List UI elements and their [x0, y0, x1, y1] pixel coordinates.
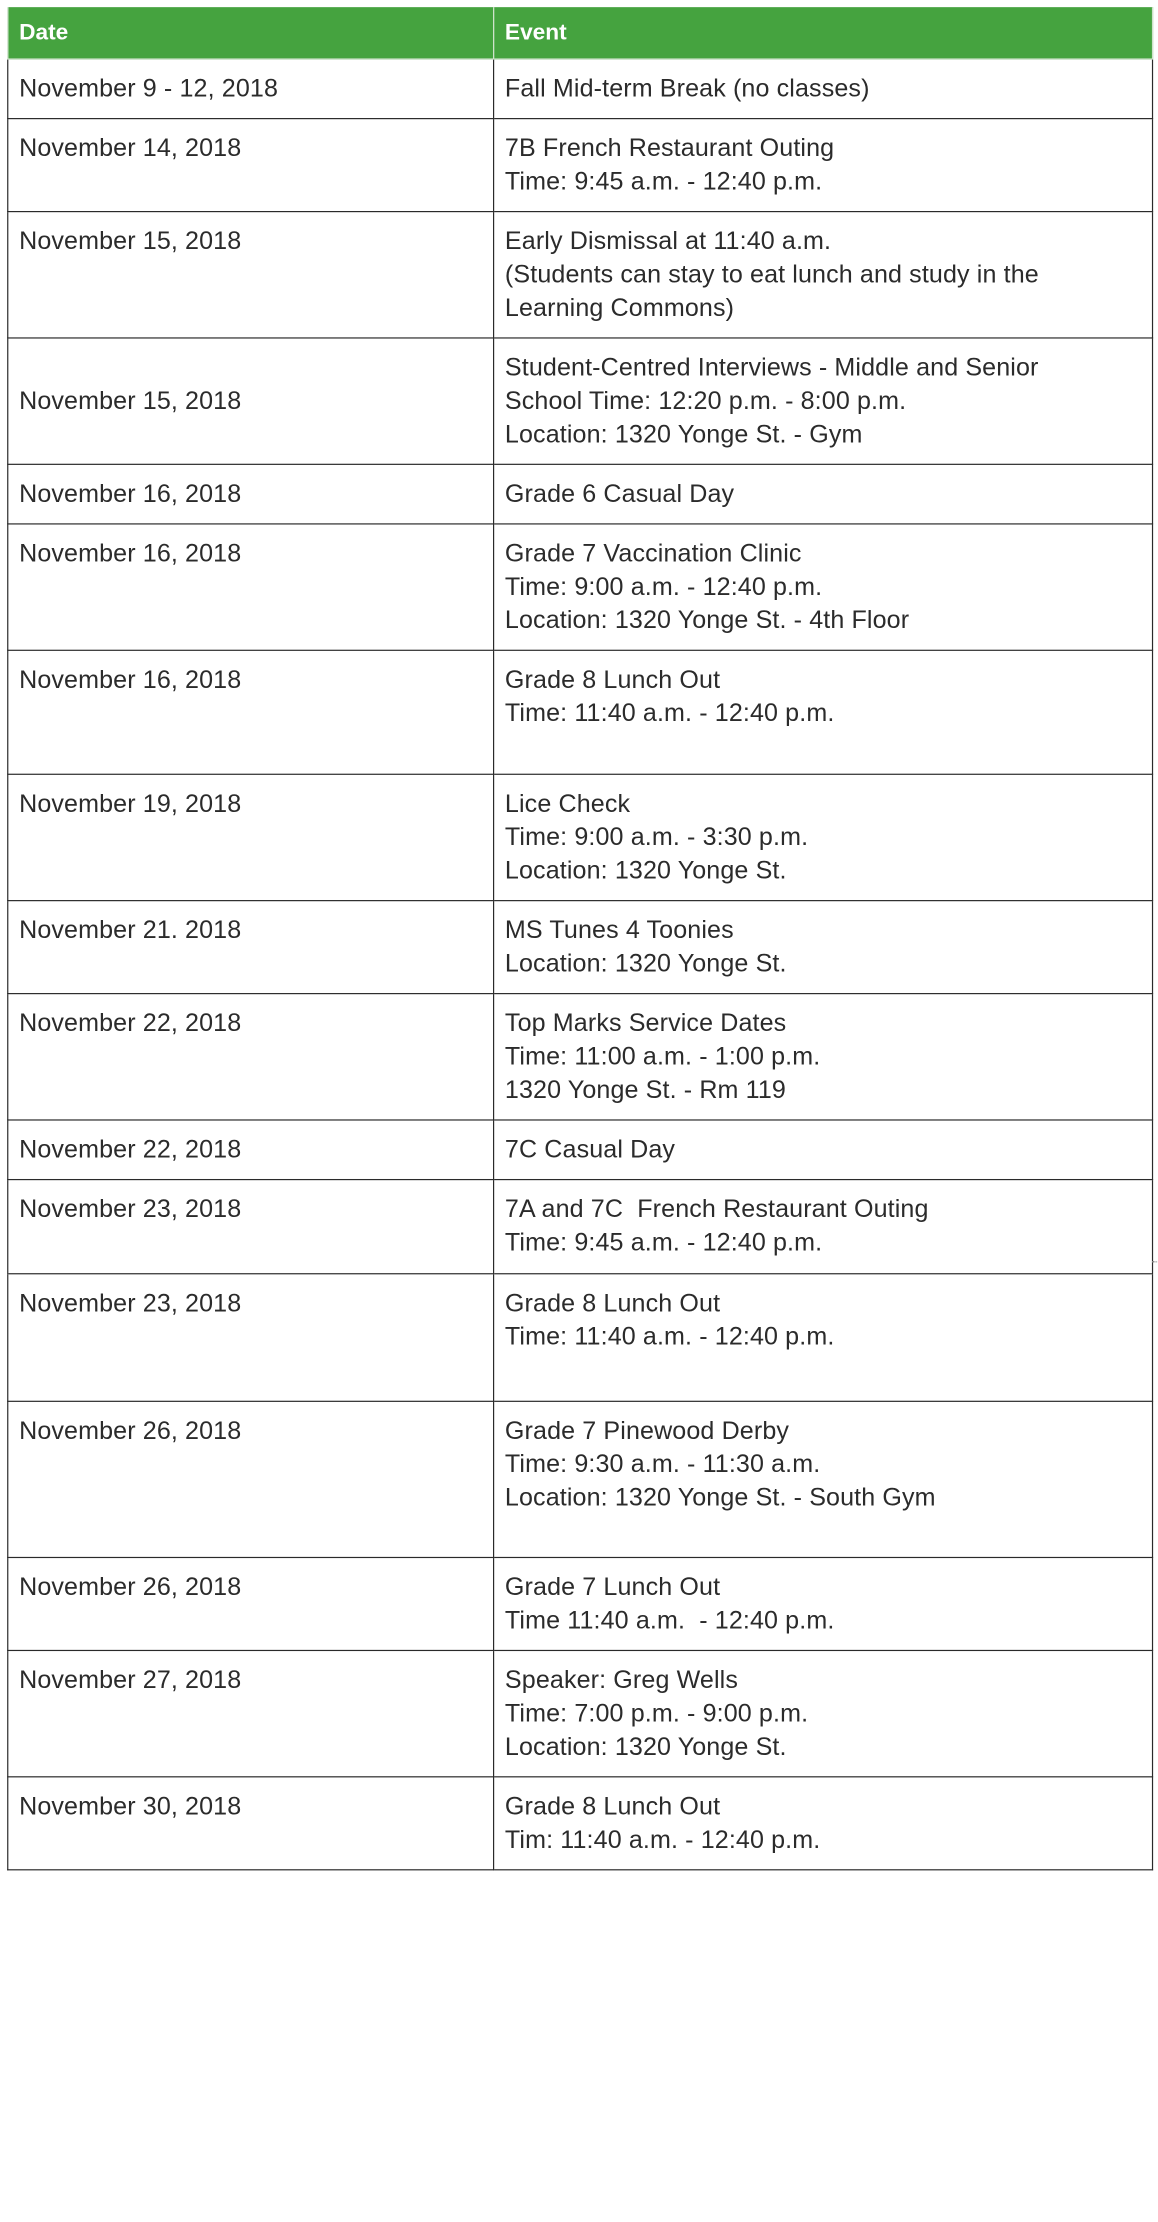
- event-details-cell: [494, 1401, 1153, 1557]
- event-date-cell: November 22, 2018: [8, 1120, 494, 1180]
- event-detail-line: Location: 1320 Yonge St.: [504, 1733, 787, 1761]
- table-header-row: [8, 7, 1153, 59]
- table-row: [8, 1557, 1153, 1650]
- event-detail-line: Grade 7 Lunch Out: [504, 1573, 721, 1601]
- event-detail-line: 7C Casual Day: [504, 1136, 676, 1164]
- event-detail-line: School Time: 12:20 p.m. - 8:00 p.m.: [504, 387, 907, 415]
- event-date-cell: November 26, 2018: [8, 1557, 494, 1650]
- event-details-cell: [494, 1120, 1153, 1180]
- event-details-cell: [494, 1274, 1153, 1402]
- event-date-cell: November 21. 2018: [8, 901, 494, 994]
- table-row: [8, 901, 1153, 994]
- event-detail-line: Time: 7:00 p.m. - 9:00 p.m.: [504, 1699, 809, 1728]
- event-details-cell: [494, 59, 1153, 119]
- table-row: [8, 1401, 1153, 1557]
- event-details-cell: [494, 338, 1153, 464]
- event-detail-line: Grade 8 Lunch Out: [504, 1792, 721, 1821]
- event-date-cell: November 23, 2018: [8, 1180, 494, 1274]
- event-detail-line: Lice Check: [504, 790, 631, 818]
- event-detail-line: Time: 11:40 a.m. - 12:40 p.m.: [504, 1323, 835, 1351]
- event-detail-line: Time: 11:40 a.m. - 12:40 p.m.: [504, 699, 835, 728]
- event-detail-line: Fall Mid-term Break (no classes): [504, 75, 870, 103]
- event-detail-line: Grade 7 Vaccination Clinic: [504, 540, 802, 568]
- event-date-cell: November 22, 2018: [8, 994, 494, 1120]
- table-row: [8, 1777, 1153, 1870]
- table-row: [8, 212, 1153, 338]
- event-detail-line: Learning Commons): [504, 294, 735, 322]
- event-detail-line: Tim: 11:40 a.m. - 12:40 p.m.: [504, 1826, 821, 1854]
- event-detail-line: Location: 1320 Yonge St. - Gym: [504, 420, 863, 449]
- table-row: [8, 1650, 1153, 1776]
- event-date-cell: November 30, 2018: [8, 1777, 494, 1870]
- table-row: [8, 524, 1153, 650]
- event-detail-line: 7B French Restaurant Outing: [504, 134, 835, 163]
- event-detail-line: (Students can stay to eat lunch and study in the: [504, 261, 1039, 289]
- event-date-cell: November 15, 2018: [8, 212, 494, 338]
- event-date-cell: November 16, 2018: [8, 464, 494, 524]
- date-column-header: Date: [8, 7, 494, 59]
- event-date-cell: November 9 - 12, 2018: [8, 59, 494, 119]
- event-details-cell: [494, 994, 1153, 1120]
- event-detail-line: Location: 1320 Yonge St.: [504, 857, 787, 885]
- table-row: [8, 59, 1153, 119]
- table-row: [8, 1274, 1153, 1402]
- event-detail-line: Location: 1320 Yonge St. - 4th Floor: [504, 606, 910, 635]
- table-row: [8, 1180, 1153, 1274]
- event-detail-line: Location: 1320 Yonge St. - South Gym: [504, 1484, 936, 1512]
- event-details-cell: [494, 1557, 1153, 1650]
- event-details-cell: [494, 119, 1153, 212]
- event-detail-line: Grade 8 Lunch Out: [504, 1289, 721, 1318]
- event-date-cell: November 26, 2018: [8, 1401, 494, 1557]
- event-detail-line: Student-Centred Interviews - Middle and Senior: [504, 354, 1039, 382]
- event-detail-line: Grade 7 Pinewood Derby: [504, 1417, 790, 1445]
- event-detail-line: Grade 8 Lunch Out: [504, 666, 721, 694]
- event-detail-line: 1320 Yonge St. - Rm 119: [504, 1076, 786, 1104]
- event-date-cell: November 15, 2018: [8, 338, 494, 464]
- event-details-cell: [494, 524, 1153, 650]
- event-detail-line: Time: 9:45 a.m. - 12:40 p.m.: [504, 1229, 823, 1257]
- table-row: [8, 994, 1153, 1120]
- event-details-cell: [494, 901, 1153, 994]
- event-date-cell: November 16, 2018: [8, 650, 494, 774]
- event-detail-line: Top Marks Service Dates: [504, 1009, 787, 1038]
- event-detail-line: Time: 9:00 a.m. - 12:40 p.m.: [504, 573, 823, 601]
- event-details-cell: [494, 1180, 1153, 1274]
- event-details-cell: [494, 650, 1153, 774]
- event-details-cell: [494, 1650, 1153, 1776]
- event-detail-line: Time: 9:45 a.m. - 12:40 p.m.: [504, 168, 823, 196]
- row-divider: [1152, 1261, 1158, 1262]
- event-detail-line: 7A and 7C French Restaurant Outing: [504, 1195, 929, 1224]
- table-row: [8, 650, 1153, 774]
- event-date-cell: November 14, 2018: [8, 119, 494, 212]
- event-detail-line: MS Tunes 4 Toonies: [504, 916, 734, 945]
- event-detail-line: Time 11:40 a.m. - 12:40 p.m.: [504, 1606, 835, 1635]
- table-row: [8, 1120, 1153, 1180]
- event-details-cell: [494, 1777, 1153, 1870]
- events-table: [7, 7, 1153, 1870]
- event-column-header: Event: [494, 7, 1153, 59]
- event-details-cell: [494, 212, 1153, 338]
- event-date-cell: November 16, 2018: [8, 524, 494, 650]
- event-detail-line: Grade 6 Casual Day: [504, 480, 735, 508]
- events-table-body: [8, 59, 1153, 1870]
- event-detail-line: Speaker: Greg Wells: [504, 1666, 739, 1694]
- event-date-cell: November 23, 2018: [8, 1274, 494, 1402]
- table-row: [8, 774, 1153, 900]
- event-detail-line: Time: 9:00 a.m. - 3:30 p.m.: [504, 823, 809, 852]
- table-row: [8, 338, 1153, 464]
- event-detail-line: Time: 9:30 a.m. - 11:30 a.m.: [504, 1450, 821, 1479]
- table-row: [8, 119, 1153, 212]
- event-date-cell: November 19, 2018: [8, 774, 494, 900]
- event-detail-line: Location: 1320 Yonge St.: [504, 950, 787, 978]
- event-detail-line: Early Dismissal at 11:40 a.m.: [504, 227, 832, 256]
- event-details-cell: [494, 464, 1153, 524]
- event-detail-line: Time: 11:00 a.m. - 1:00 p.m.: [504, 1043, 821, 1071]
- event-details-cell: [494, 774, 1153, 900]
- table-row: [8, 464, 1153, 524]
- event-date-cell: November 27, 2018: [8, 1650, 494, 1776]
